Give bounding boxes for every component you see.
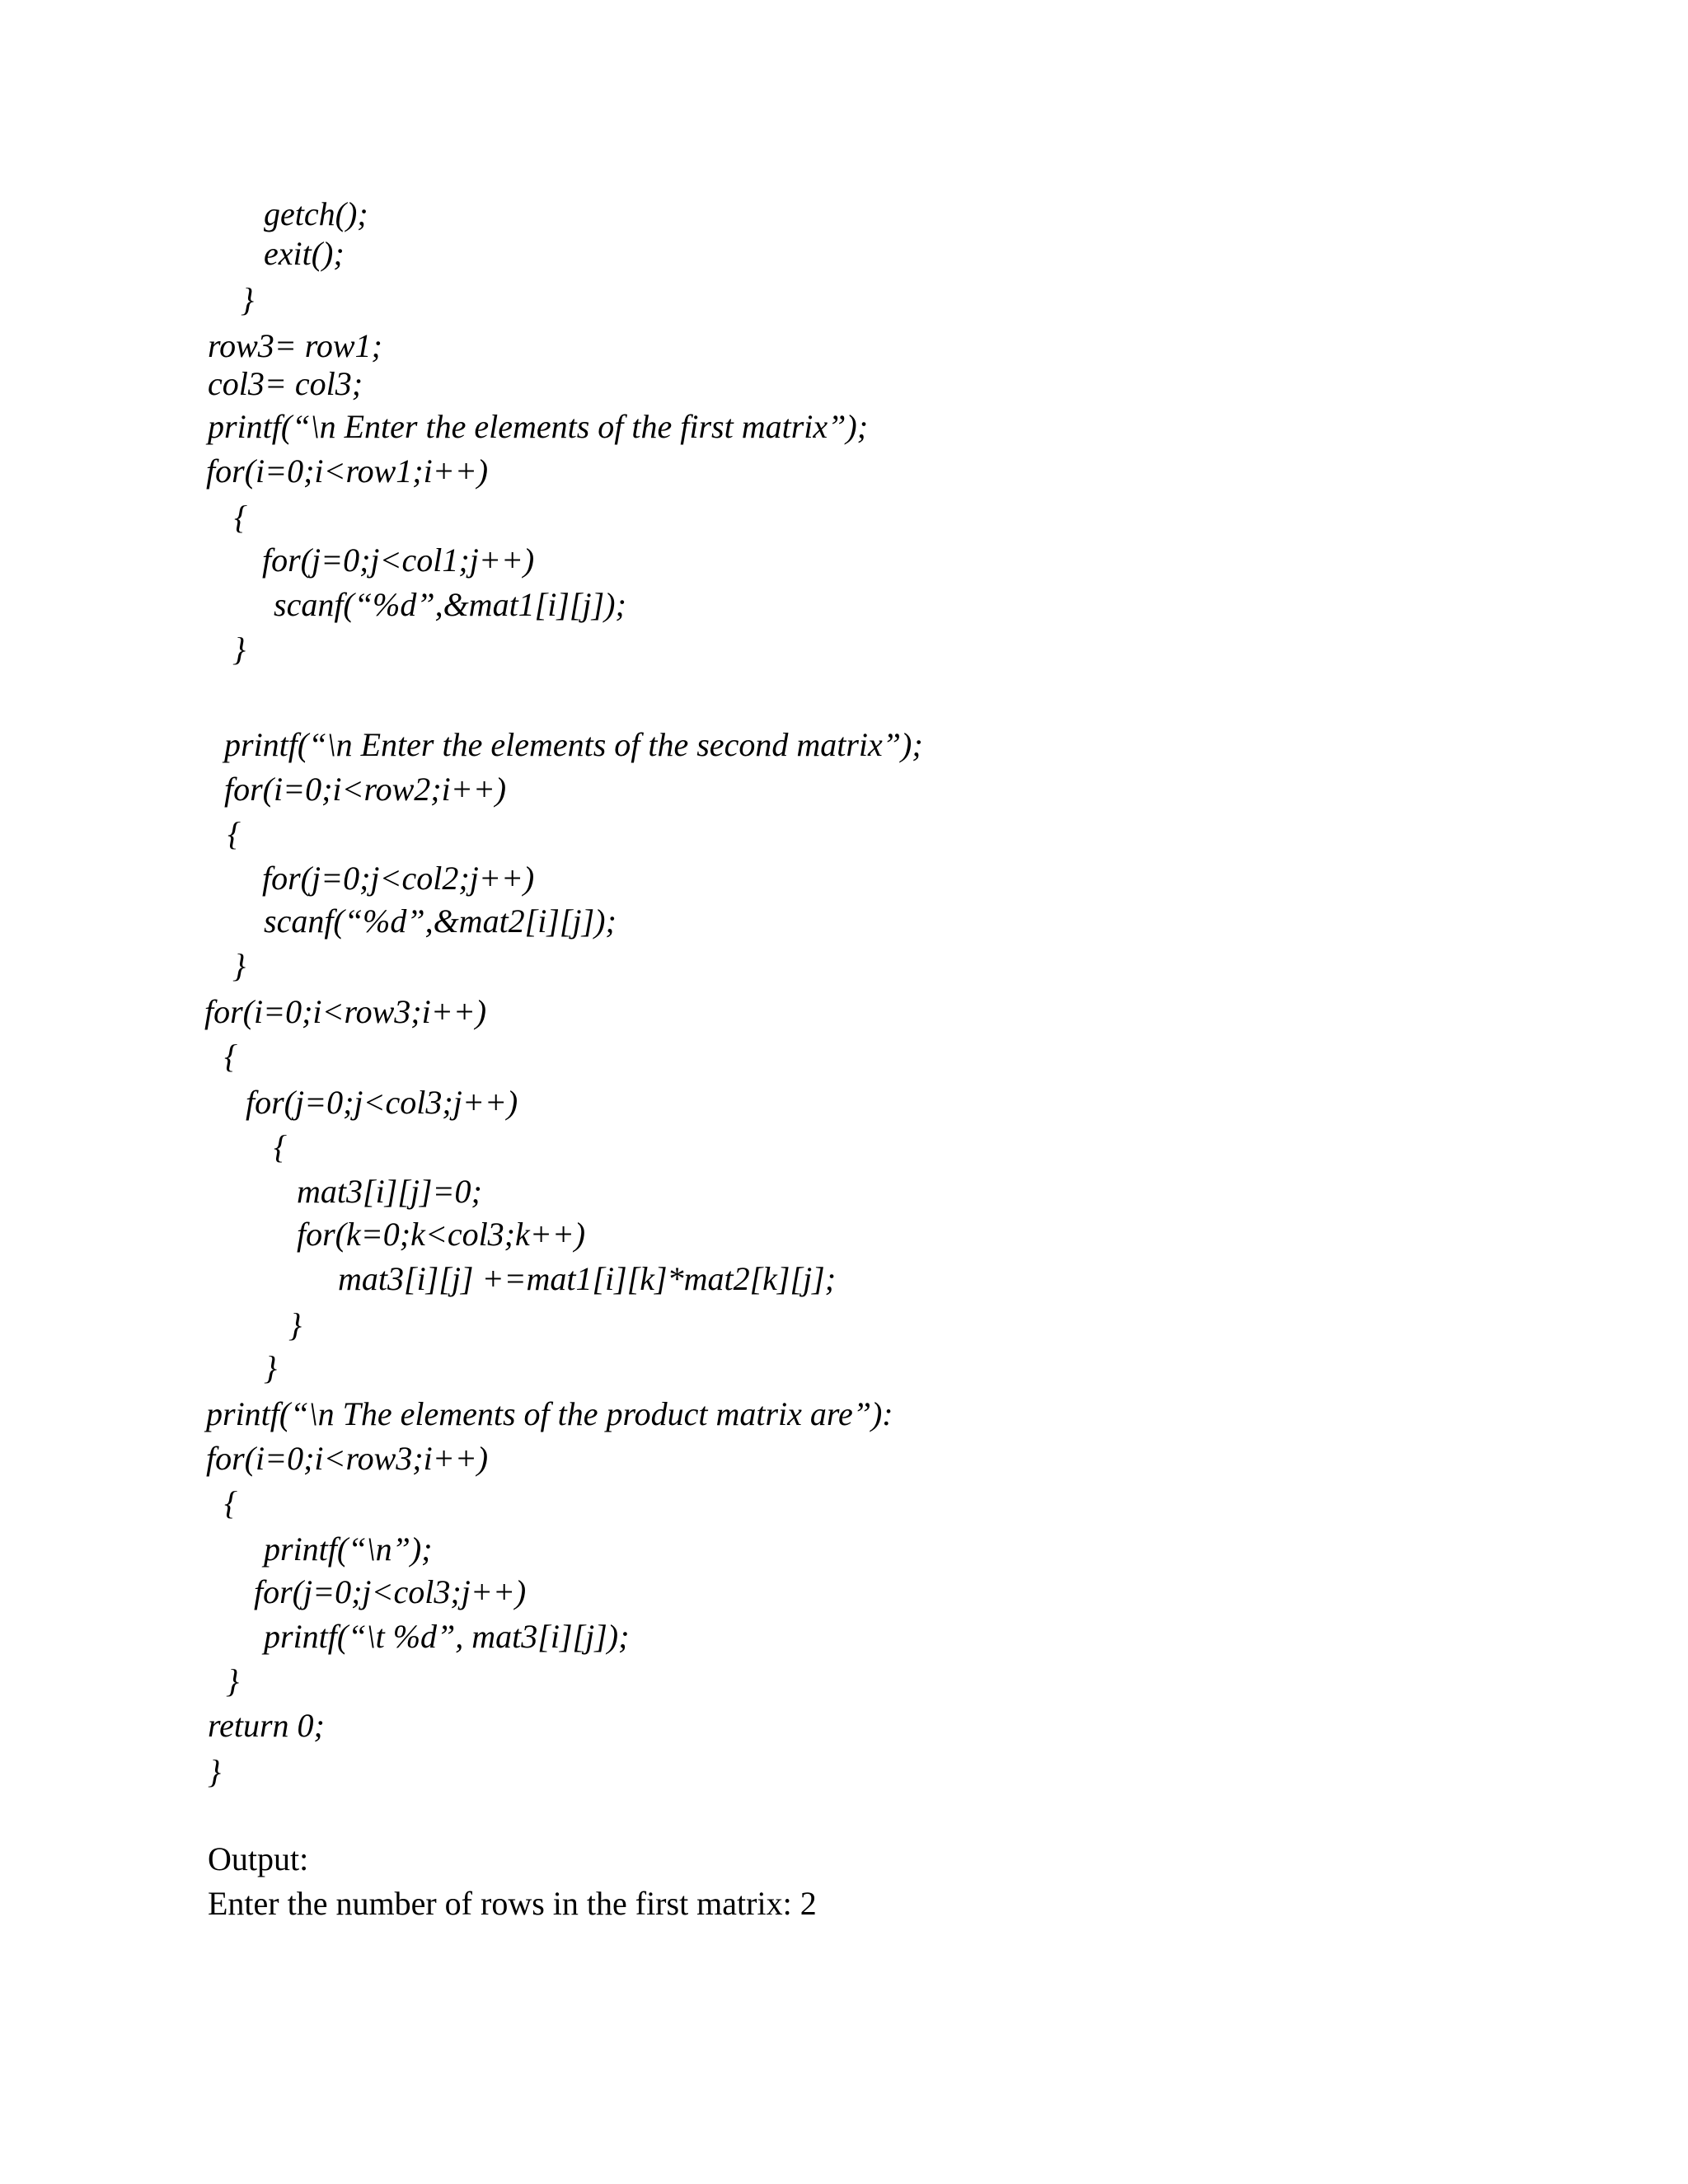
code-line: for(i=0;i<row3;i++) (206, 1440, 489, 1477)
code-line: } (232, 630, 246, 668)
code-line: for(i=0;i<row2;i++) (224, 771, 507, 808)
code-line: for(i=0;i<row1;i++) (206, 452, 489, 490)
code-line: { (234, 499, 247, 536)
code-line: { (224, 1038, 237, 1075)
code-line: for(j=0;j<col3;j++) (246, 1084, 518, 1121)
code-line: return 0; (208, 1707, 325, 1744)
code-line: scanf(“%d”,&mat1[i][j]); (274, 586, 626, 623)
output-heading: Output: (208, 1840, 309, 1877)
code-line: row3= row1; (208, 327, 382, 364)
code-line: for(j=0;j<col1;j++) (262, 541, 535, 579)
code-line: printf(“\n The elements of the product matrix are”): (206, 1395, 893, 1432)
code-line: } (288, 1306, 302, 1343)
code-line: printf(“\n Enter the elements of the first matrix”); (208, 408, 869, 445)
code-line: for(k=0;k<col3;k++) (297, 1216, 586, 1253)
code-line: printf(“\t %d”, mat3[i][j]); (264, 1618, 630, 1655)
code-line: } (232, 947, 246, 984)
code-line: mat3[i][j] +=mat1[i][k]*mat2[k][j]; (338, 1260, 837, 1297)
code-line: mat3[i][j]=0; (297, 1173, 482, 1210)
code-line: } (226, 1662, 239, 1699)
code-line: { (274, 1128, 287, 1165)
code-line: printf(“\n Enter the elements of the second matrix”); (224, 726, 923, 763)
code-line: } (264, 1349, 277, 1386)
code-line: for(j=0;j<col3;j++) (254, 1573, 527, 1610)
code-line: printf(“\n”); (264, 1530, 433, 1568)
code-line: exit(); (264, 235, 345, 272)
output-line: Enter the number of rows in the first matrix: 2 (208, 1885, 817, 1922)
code-line: scanf(“%d”,&mat2[i][j]); (264, 902, 617, 940)
code-line: for(j=0;j<col2;j++) (262, 860, 535, 897)
code-line: getch(); (264, 195, 368, 232)
code-line: { (224, 1484, 237, 1521)
code-line: col3= col3; (208, 365, 363, 402)
code-line: } (208, 1753, 221, 1790)
code-line: } (241, 281, 254, 318)
code-line: for(i=0;i<row3;i++) (204, 993, 487, 1030)
code-line: { (227, 815, 241, 852)
